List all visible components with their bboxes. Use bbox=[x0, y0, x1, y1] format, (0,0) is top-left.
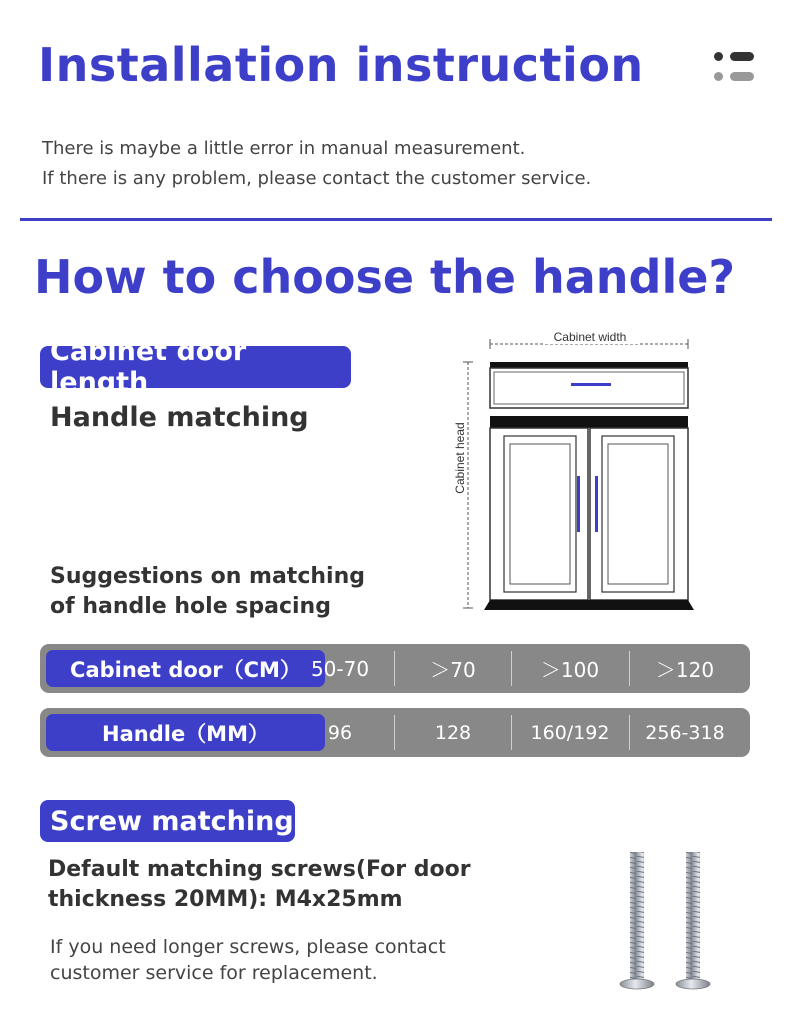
menu-bar-bottom bbox=[730, 72, 754, 81]
menu-bar-top bbox=[730, 52, 754, 61]
screw-matching-label: Screw matching bbox=[40, 800, 295, 842]
door-value-3: ＞100 bbox=[540, 658, 600, 682]
page-title: Installation instruction bbox=[38, 38, 644, 92]
menu-dot-bottom bbox=[714, 72, 723, 81]
right-door-handle bbox=[595, 476, 598, 532]
section-divider bbox=[20, 218, 772, 221]
contact-note: If there is any problem, please contact the customer service. bbox=[42, 168, 592, 189]
handle-row-label: Handle（MM） bbox=[46, 714, 325, 751]
screw-right-shaft bbox=[686, 852, 700, 980]
screw-right bbox=[676, 852, 710, 989]
drawer-handle bbox=[571, 383, 611, 386]
cabinet-door-row-label: Cabinet door（CM） bbox=[46, 650, 325, 687]
drawer-panel bbox=[494, 372, 684, 404]
cabinet-rail bbox=[490, 416, 688, 428]
measurement-note: There is maybe a little error in manual measurement. bbox=[42, 138, 526, 159]
suggestion-line-2: of handle hole spacing bbox=[50, 594, 331, 619]
section-title: How to choose the handle? bbox=[34, 250, 736, 304]
left-door-panel bbox=[510, 444, 570, 584]
menu-icon[interactable] bbox=[712, 50, 756, 84]
screw-left bbox=[620, 852, 654, 989]
cabinet-head-label: Cabinet head bbox=[453, 422, 467, 494]
handle-value-3: 160/192 bbox=[530, 721, 610, 744]
default-screw-line-1: Default matching screws(For door bbox=[48, 857, 471, 882]
handle-row bbox=[40, 708, 750, 757]
right-door-panel bbox=[608, 444, 668, 584]
cabinet-base bbox=[484, 600, 694, 610]
cabinet-door-row bbox=[40, 644, 750, 693]
handle-value-2: 128 bbox=[434, 721, 472, 744]
default-screw-line-2: thickness 20MM): M4x25mm bbox=[48, 887, 403, 912]
left-door-handle bbox=[577, 476, 580, 532]
cabinet-top bbox=[490, 362, 688, 368]
suggestion-line-1: Suggestions on matching bbox=[50, 564, 365, 589]
longer-screw-note bbox=[50, 934, 446, 986]
handle-matching-heading: Handle matching bbox=[50, 402, 309, 433]
menu-dot-top bbox=[714, 52, 723, 61]
longer-screw-line-1: If you need longer screws, please contact bbox=[50, 936, 446, 958]
cabinet-door-length-label: Cabinet door length bbox=[40, 346, 351, 388]
screw-icon bbox=[608, 846, 728, 996]
cabinet-width-label: Cabinet width bbox=[553, 330, 627, 344]
screw-right-head bbox=[676, 979, 710, 989]
handle-value-4: 256-318 bbox=[645, 721, 725, 744]
door-value-4: ＞120 bbox=[655, 658, 715, 682]
screw-left-shaft bbox=[630, 852, 644, 980]
screw-left-head bbox=[620, 979, 654, 989]
cabinet-diagram bbox=[444, 328, 700, 616]
longer-screw-line-2: customer service for replacement. bbox=[50, 962, 378, 984]
door-value-1: 50-70 bbox=[310, 656, 370, 681]
handle-value-1: 96 bbox=[327, 721, 353, 744]
hole-spacing-suggestion bbox=[50, 562, 365, 622]
door-value-2: ＞70 bbox=[430, 658, 476, 682]
default-screw-info bbox=[48, 855, 471, 915]
